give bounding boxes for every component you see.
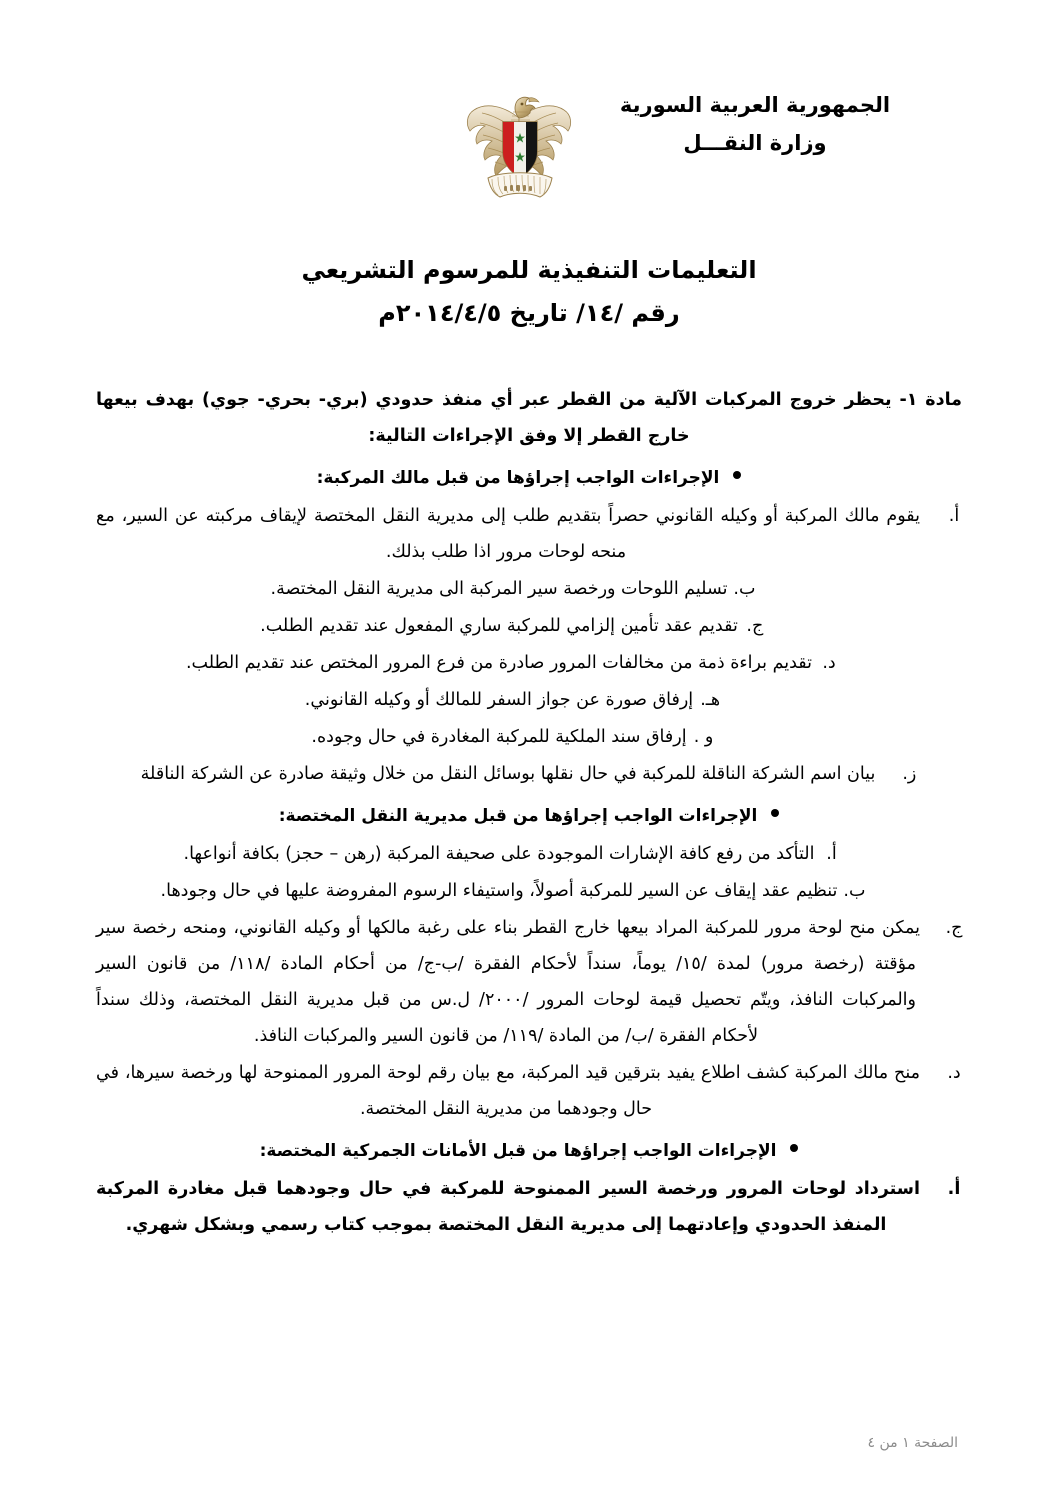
list-item-label: ز. [902, 764, 917, 784]
list-item-text: تقديم عقد تأمين إلزامي للمركبة ساري المفعول عند تقديم الطلب. [260, 616, 738, 636]
list-item-label: د. [947, 1063, 961, 1083]
list-item-text: بيان اسم الشركة الناقلة للمركبة في حال نقلها بوسائل النقل من خلال وثيقة صادرة عن الشركة الناقلة [140, 764, 876, 784]
list-item-label: ب. [843, 881, 866, 901]
list-item-text: تسليم اللوحات ورخصة سير المركبة الى مديرية النقل المختصة. [270, 579, 728, 599]
list-item [96, 1055, 962, 1127]
list-item-text: تنظيم عقد إيقاف عن السير للمركبة أصولاً، واستيفاء الرسوم المفروضة عليها في حال وجودها. [160, 881, 838, 901]
list-item-label: ب. [733, 579, 756, 599]
list-item-text: التأكد من رفع كافة الإشارات الموجودة على صحيفة المركبة (رهن – حجز) بكافة أنواعها. [183, 844, 815, 864]
list-item [96, 498, 962, 570]
list-item [96, 608, 962, 644]
list-item [96, 873, 962, 909]
list-item [96, 836, 962, 872]
section-heading-transport-directorate-procedures [96, 798, 962, 834]
list-item-label: أ. [948, 506, 960, 526]
list-item-label: و . [693, 727, 714, 747]
page-footer [868, 1435, 959, 1451]
list-item-text: استرداد لوحات المرور ورخصة السير الممنوحة للمركبة في حال وجودهما قبل مغادرة المركبة المنفذ الحدودي وإعادتهما إلى مديرية النقل المختصة بموجب كتاب رسمي وبشكل شهري. [96, 1179, 920, 1235]
page-title: التعليمات التنفيذية للمرسوم التشريعي [301, 256, 757, 284]
page-number-text: الصفحة ١ من ٤ [867, 1435, 958, 1451]
bullet-icon [733, 471, 741, 479]
list-item-label: د. [822, 653, 836, 673]
decree-number-date: رقم /١٤/ تاريخ ٢٠١٤/٤/٥م [378, 299, 680, 327]
list-item-label: ج. [945, 918, 963, 938]
page-header [88, 78, 970, 218]
list-item [96, 1171, 962, 1243]
document-body [96, 382, 962, 1244]
list-item-label: أ. [826, 844, 837, 864]
list-item-text: يمكن منح لوحة مرور للمركبة المراد بيعها خارج القطر بناء على رغبة مالكها أو وكيله القانوني، ومنحه رخصة سير مؤقتة (رخصة مرور) لمدة /١٥/ يوماً، سنداً لأحكام الفقرة /ب-ج/ من أحكام المادة /١١٨/ من قانون السير والمركبات النافذ، ويتّم تحصيل قيمة لوحات المرور /٢٠٠٠/ ل.س من قبل مديرية النقل المختصة، وذلك سنداً لأحكام الفقرة /ب/ من المادة /١١٩/ من قانون السير والمركبات النافذ. [96, 918, 920, 1046]
list-item-label: أ. [947, 1179, 961, 1199]
section-heading-owner-procedures [96, 460, 962, 496]
bullet-icon [771, 809, 779, 817]
list-item [96, 645, 962, 681]
section-heading-customs-procedures [96, 1133, 962, 1169]
ministry-name: وزارة النقـــل [683, 131, 827, 155]
section-heading-text: الإجراءات الواجب إجراؤها من قبل مالك المركبة: [316, 468, 720, 488]
section-heading-text: الإجراءات الواجب إجراؤها من قبل الأمانات الجمركية المختصة: [259, 1141, 777, 1161]
list-item-label: ج. [746, 616, 764, 636]
list-item [96, 682, 962, 718]
list-item-text: يقوم مالك المركبة أو وكيله القانوني حصراً بتقديم طلب إلى مديرية النقل المختصة لإيقاف مركبته عن السير، مع منحه لوحات مرور اذا طلب بذلك. [96, 506, 920, 562]
list-item [96, 910, 962, 1054]
list-item [96, 719, 962, 755]
list-item-text: تقديم براءة ذمة من مخالفات المرور صادرة من فرع المرور المختص عند تقديم الطلب. [185, 653, 813, 673]
section-heading-text: الإجراءات الواجب إجراؤها من قبل مديرية النقل المختصة: [278, 806, 758, 826]
ministry-header-text [540, 86, 970, 162]
list-item-text: إرفاق صورة عن جواز السفر للمالك أو وكيله القانوني. [304, 690, 694, 710]
list-item-text: إرفاق سند الملكية للمركبة المغادرة في حال وجوده. [311, 727, 687, 747]
list-item-text: منح مالك المركبة كشف اطلاع يفيد بترقين قيد المركبة، مع بيان رقم لوحة المرور الممنوحة لها ورخصة سيرها، في حال وجودهما من مديرية النقل المختصة. [96, 1063, 920, 1119]
article-1-paragraph: مادة ١- يحظر خروج المركبات الآلية من القطر عبر أي منفذ حدودي (بري- بحري- جوي) بهدف بيعها خارج القطر إلا وفق الإجراءات التالية: [96, 390, 962, 446]
bullet-icon [790, 1144, 798, 1152]
country-name: الجمهورية العربية السورية [619, 93, 891, 117]
list-item [96, 756, 962, 792]
document-title-block [0, 248, 1058, 334]
list-item [96, 571, 962, 607]
list-item-label: هـ. [700, 690, 721, 710]
